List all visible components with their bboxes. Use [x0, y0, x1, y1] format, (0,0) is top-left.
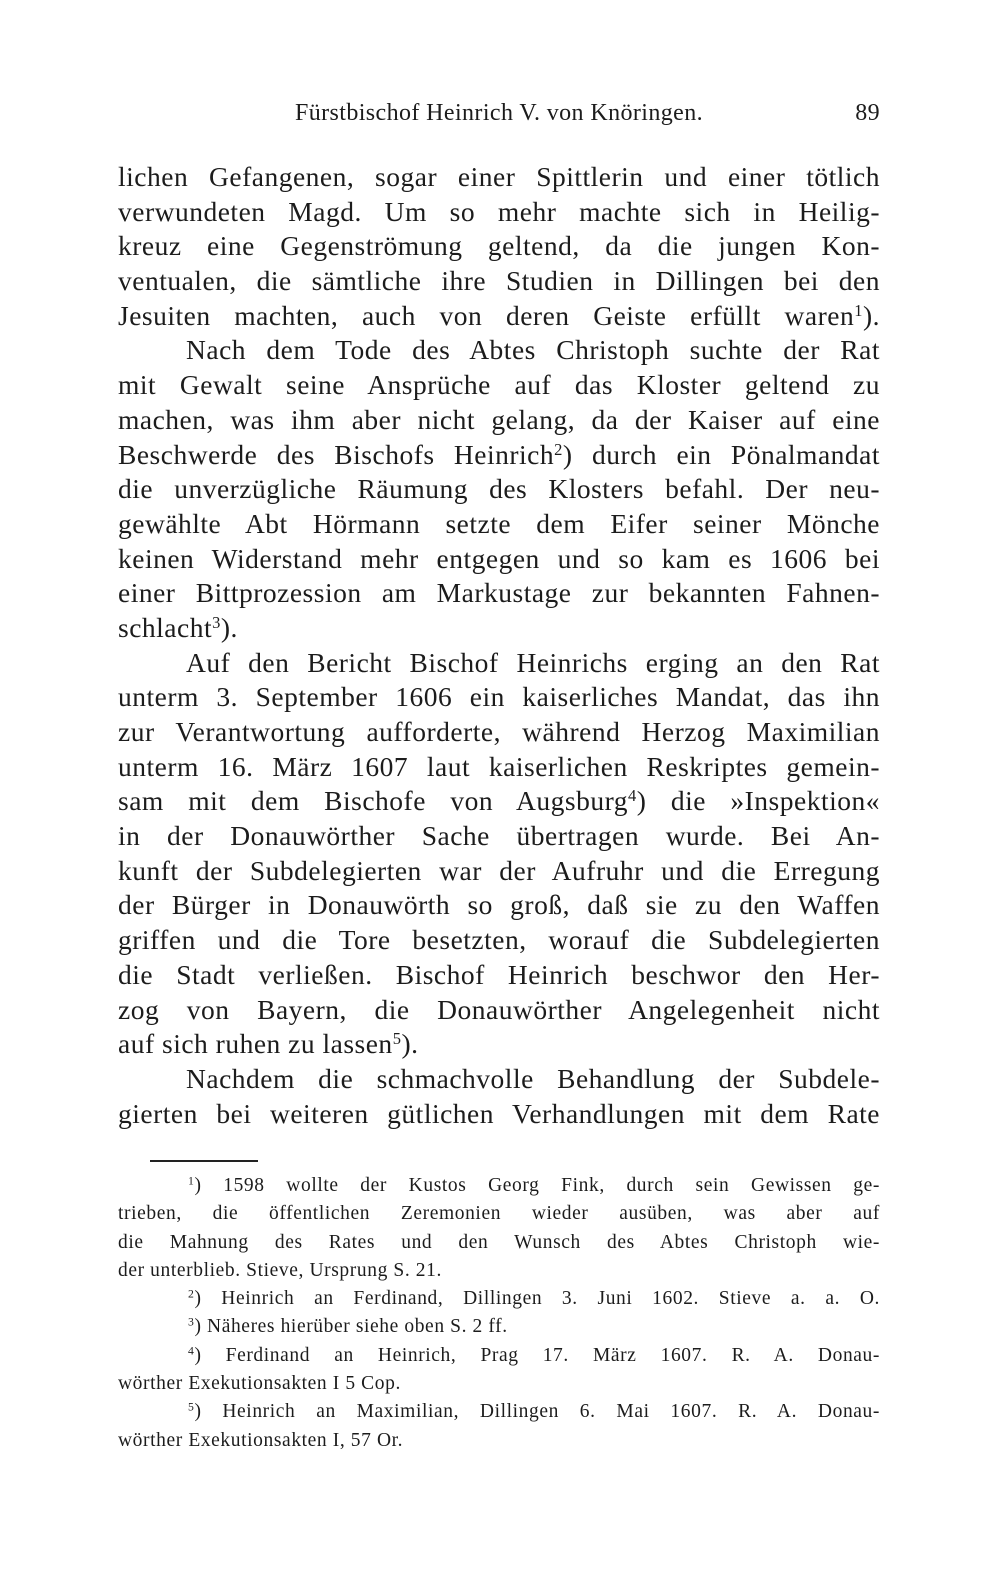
footnote-reference: 5	[392, 1029, 402, 1049]
footnote-marker: 3	[188, 1316, 195, 1330]
text-segment: ) durch ein Pönalmandat	[562, 438, 880, 470]
text-line: kunft der Subdelegierten war der Aufruhr und die Erregung	[118, 854, 880, 886]
footnote-marker: 4	[188, 1344, 195, 1358]
text-segment: sam mit dem Bischofe von Augsburg	[118, 785, 628, 817]
text-line: Auf den Bericht Bischof Heinrichs erging an den Rat	[186, 646, 880, 678]
page-number: 89	[855, 100, 880, 126]
text-segment: schlacht	[118, 611, 213, 643]
footnote-reference: 2	[554, 439, 563, 459]
text-line: griffen und die Tore besetzten, worauf die Subdelegierten	[118, 924, 880, 956]
text-line: Nach dem Tode des Abtes Christoph suchte der Rat	[186, 334, 880, 366]
text-line: zog von Bayern, die Donauwörther Angelegenheit nicht	[118, 993, 880, 1025]
footnote-line: wörther Exekutionsakten I, 57 Or.	[118, 1429, 404, 1451]
footnote	[118, 1313, 880, 1341]
footnote-line	[118, 1313, 880, 1341]
paragraph	[118, 1062, 880, 1131]
text-segment: Beschwerde des Bischofs Heinrich	[118, 438, 555, 470]
text-line: ventualen, die sämtliche ihre Studien in Dillingen bei den	[118, 265, 880, 297]
footnote	[118, 1285, 880, 1313]
text-line	[118, 784, 880, 819]
text-line: Nachdem die schmachvolle Behandlung der Subdele-	[186, 1062, 880, 1094]
footnote	[118, 1172, 880, 1285]
text-line: gierten bei weiteren gütlichen Verhandlungen mit dem Rate	[118, 1097, 880, 1129]
text-line	[118, 299, 880, 334]
text-segment: ) 1598 wollte der Kustos Georg Fink, durch sein Gewissen ge-	[194, 1175, 880, 1196]
running-title: Fürstbischof Heinrich V. von Knöringen.	[294, 100, 703, 126]
footnote-marker: 2	[188, 1287, 195, 1301]
footnote-line: trieben, die öffentlichen Zeremonien wieder ausüben, was aber auf	[118, 1203, 880, 1225]
text-segment: ).	[401, 1028, 419, 1060]
text-line: lichen Gefangenen, sogar einer Spittlerin und einer tötlich	[118, 161, 880, 192]
text-line: zur Verantwortung aufforderte, während Herzog Maximilian	[118, 716, 880, 747]
text-segment: ) Näheres hierüber siehe oben S. 2 ff.	[194, 1316, 508, 1338]
text-line: einer Bittprozession am Markustage zur bekannten Fahnen-	[118, 577, 880, 609]
text-line: die unverzügliche Räumung des Klosters befahl. Der neu-	[118, 473, 880, 505]
footnotes	[118, 1172, 880, 1455]
text-line: keinen Widerstand mehr entgegen und so kam es 1606 bei	[118, 542, 880, 574]
text-line: in der Donauwörther Sache übertragen wurde. Bei An-	[118, 820, 880, 852]
text-line	[118, 438, 880, 473]
footnote-line	[118, 1342, 880, 1370]
text-line: der Bürger in Donauwörth so groß, daß sie zu den Waffen	[118, 889, 880, 921]
text-segment: ) Heinrich an Ferdinand, Dillingen 3. Juni 1602. Stieve a. a. O.	[194, 1288, 880, 1310]
text-line	[118, 1027, 880, 1062]
text-line: mit Gewalt seine Ansprüche auf das Kloster geltend zu	[118, 369, 880, 401]
paragraph	[118, 333, 880, 645]
text-segment: ) Heinrich an Maximilian, Dillingen 6. Mai 1607. R. A. Donau-	[194, 1401, 880, 1423]
footnote-line: wörther Exekutionsakten I 5 Cop.	[118, 1373, 401, 1395]
footnote-line: die Mahnung des Rates und den Wunsch des Abtes Christoph wie-	[118, 1231, 880, 1253]
text-segment: ) Ferdinand an Heinrich, Prag 17. März 1607. R. A. Donau-	[194, 1344, 880, 1366]
footnote	[118, 1342, 880, 1399]
footnote-line	[118, 1172, 880, 1200]
text-line: gewählte Abt Hörmann setzte dem Eifer seiner Mönche	[118, 507, 880, 539]
text-line: machen, was ihm aber nicht gelang, da der Kaiser auf eine	[118, 403, 880, 435]
text-line: unterm 3. September 1606 ein kaiserliches Mandat, das ihn	[118, 681, 880, 713]
paragraph	[118, 160, 880, 333]
main-text	[118, 160, 880, 1131]
text-line: kreuz eine Gegenströmung geltend, da die jungen Kon-	[118, 230, 880, 262]
text-segment: ).	[862, 299, 880, 331]
footnote-line: der unterblieb. Stieve, Ursprung S. 21.	[118, 1259, 442, 1281]
footnote-line	[118, 1285, 880, 1313]
text-line: verwundeten Magd. Um so mehr machte sich in Heilig-	[118, 195, 880, 227]
footnote	[118, 1398, 880, 1455]
footnote-marker: 1	[188, 1174, 195, 1188]
paragraph	[118, 646, 880, 1062]
footnote-line	[118, 1398, 880, 1426]
footnote-marker: 5	[188, 1400, 195, 1414]
page-header	[118, 100, 880, 136]
text-segment: ).	[220, 611, 238, 643]
text-line: unterm 16. März 1607 laut kaiserlichen Reskriptes gemein-	[118, 750, 880, 782]
text-segment: ) die »Inspektion«	[636, 785, 880, 817]
footnote-reference: 1	[854, 300, 863, 320]
text-segment: Jesuiten machten, auch von deren Geiste erfüllt waren	[118, 299, 855, 331]
footnote-reference: 4	[628, 786, 637, 806]
text-segment: auf sich ruhen zu lassen	[118, 1028, 393, 1060]
footnote-reference: 3	[212, 612, 221, 632]
footnote-divider	[150, 1160, 258, 1162]
text-line: die Stadt verließen. Bischof Heinrich beschwor den Her-	[118, 958, 880, 990]
text-line	[118, 611, 880, 646]
